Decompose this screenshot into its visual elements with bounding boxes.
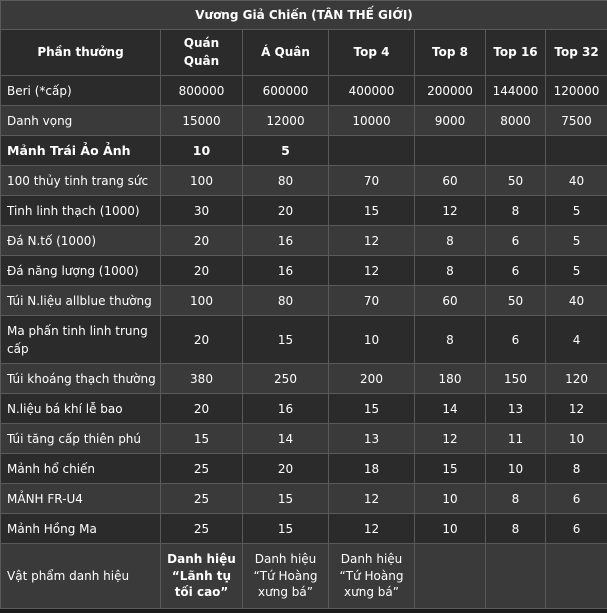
cell-a-quan: 16 (243, 394, 329, 424)
cell-top-32: 6 (546, 484, 607, 514)
row-label: MẢNH FR-U4 (1, 484, 161, 514)
header-quan-quan: Quán Quân (161, 30, 243, 76)
row-label: Beri (*cấp) (1, 76, 161, 106)
cell-quan-quan: 15 (161, 424, 243, 454)
cell-top-32: 12 (546, 394, 607, 424)
cell-top-32: 4 (546, 316, 607, 364)
cell-top-32 (546, 544, 607, 609)
cell-top-4: Danh hiệu “Tứ Hoàng xưng bá” (329, 544, 415, 609)
cell-top-4: 10000 (329, 106, 415, 136)
table-row (1, 286, 607, 316)
cell-top-4: 70 (329, 166, 415, 196)
table-row (1, 544, 607, 609)
cell-top-16: 6 (486, 316, 546, 364)
header-top-32: Top 32 (546, 30, 607, 76)
row-label: 100 thủy tinh trang sức (1, 166, 161, 196)
cell-quan-quan: 30 (161, 196, 243, 226)
cell-a-quan: 15 (243, 484, 329, 514)
row-label: Mảnh Hồng Ma (1, 514, 161, 544)
cell-top-16 (486, 544, 546, 609)
cell-top-32: 40 (546, 166, 607, 196)
cell-top-16: 13 (486, 394, 546, 424)
cell-a-quan: 15 (243, 514, 329, 544)
cell-quan-quan: 15000 (161, 106, 243, 136)
row-label: Túi khoáng thạch thường (1, 364, 161, 394)
cell-top-8: 180 (415, 364, 486, 394)
table-row (1, 76, 607, 106)
cell-quan-quan: 25 (161, 454, 243, 484)
cell-top-16: 6 (486, 256, 546, 286)
header-top-4: Top 4 (329, 30, 415, 76)
cell-quan-quan: 25 (161, 484, 243, 514)
cell-top-4: 12 (329, 484, 415, 514)
header-phan-thuong: Phần thưởng (1, 30, 161, 76)
cell-top-32: 7500 (546, 106, 607, 136)
row-label: Tinh linh thạch (1000) (1, 196, 161, 226)
cell-quan-quan: 25 (161, 514, 243, 544)
cell-a-quan: 16 (243, 256, 329, 286)
cell-top-8: 200000 (415, 76, 486, 106)
table-row (1, 256, 607, 286)
cell-top-8: 12 (415, 196, 486, 226)
cell-top-16: 8 (486, 196, 546, 226)
cell-top-16: 8 (486, 514, 546, 544)
header-a-quan: Á Quân (243, 30, 329, 76)
cell-top-16: 8000 (486, 106, 546, 136)
cell-top-16: 6 (486, 226, 546, 256)
cell-a-quan: 14 (243, 424, 329, 454)
cell-top-32: 5 (546, 226, 607, 256)
cell-top-8: 12 (415, 424, 486, 454)
cell-top-32: 5 (546, 196, 607, 226)
cell-top-4: 18 (329, 454, 415, 484)
table-row (1, 364, 607, 394)
cell-top-32: 6 (546, 514, 607, 544)
cell-quan-quan: Danh hiệu “Lãnh tụ tối cao” (161, 544, 243, 609)
cell-quan-quan: 20 (161, 316, 243, 364)
table-row (1, 226, 607, 256)
row-label: Túi N.liệu allblue thường (1, 286, 161, 316)
cell-top-4: 200 (329, 364, 415, 394)
row-label: Ma phấn tinh linh trung cấp (1, 316, 161, 364)
cell-a-quan: 12000 (243, 106, 329, 136)
cell-a-quan: 15 (243, 316, 329, 364)
cell-a-quan: 600000 (243, 76, 329, 106)
table-row (1, 106, 607, 136)
cell-top-4: 12 (329, 256, 415, 286)
cell-top-4: 13 (329, 424, 415, 454)
cell-top-8: 9000 (415, 106, 486, 136)
cell-top-32: 8 (546, 454, 607, 484)
cell-top-8 (415, 136, 486, 166)
row-label: Mảnh hổ chiến (1, 454, 161, 484)
cell-quan-quan: 20 (161, 226, 243, 256)
cell-top-4: 15 (329, 394, 415, 424)
row-label: Túi tăng cấp thiên phú (1, 424, 161, 454)
table-row (1, 394, 607, 424)
row-label: Đá N.tố (1000) (1, 226, 161, 256)
cell-top-4: 12 (329, 514, 415, 544)
cell-top-4: 15 (329, 196, 415, 226)
cell-a-quan: 16 (243, 226, 329, 256)
cell-top-32: 5 (546, 256, 607, 286)
cell-top-8: 10 (415, 484, 486, 514)
cell-a-quan: 250 (243, 364, 329, 394)
cell-a-quan: 80 (243, 286, 329, 316)
cell-top-4 (329, 136, 415, 166)
cell-a-quan: 20 (243, 454, 329, 484)
cell-top-32: 10 (546, 424, 607, 454)
cell-top-4: 12 (329, 226, 415, 256)
cell-top-32 (546, 136, 607, 166)
row-label: Vật phẩm danh hiệu (1, 544, 161, 609)
table-row (1, 454, 607, 484)
cell-a-quan: 80 (243, 166, 329, 196)
row-label: Đá năng lượng (1000) (1, 256, 161, 286)
cell-top-8: 60 (415, 286, 486, 316)
cell-quan-quan: 380 (161, 364, 243, 394)
cell-top-8: 8 (415, 256, 486, 286)
table-row (1, 424, 607, 454)
table-title: Vương Giả Chiến (TÂN THẾ GIỚI) (1, 1, 607, 30)
cell-quan-quan: 10 (161, 136, 243, 166)
cell-top-16: 50 (486, 286, 546, 316)
table-row (1, 166, 607, 196)
cell-top-16 (486, 136, 546, 166)
row-label: N.liệu bá khí lễ bao (1, 394, 161, 424)
cell-top-8: 60 (415, 166, 486, 196)
table-row (1, 196, 607, 226)
table-row (1, 514, 607, 544)
cell-quan-quan: 20 (161, 394, 243, 424)
row-label: Mảnh Trái Ảo Ảnh (1, 136, 161, 166)
table-row (1, 484, 607, 514)
header-top-8: Top 8 (415, 30, 486, 76)
row-label: Danh vọng (1, 106, 161, 136)
cell-top-16: 11 (486, 424, 546, 454)
cell-top-16: 144000 (486, 76, 546, 106)
cell-top-32: 40 (546, 286, 607, 316)
cell-quan-quan: 100 (161, 286, 243, 316)
cell-top-8: 8 (415, 316, 486, 364)
cell-a-quan: 20 (243, 196, 329, 226)
cell-top-16: 10 (486, 454, 546, 484)
cell-top-32: 120 (546, 364, 607, 394)
header-top-16: Top 16 (486, 30, 546, 76)
cell-top-4: 400000 (329, 76, 415, 106)
cell-top-8: 15 (415, 454, 486, 484)
cell-top-4: 10 (329, 316, 415, 364)
table-row (1, 316, 607, 364)
table-row (1, 136, 607, 166)
cell-quan-quan: 800000 (161, 76, 243, 106)
cell-a-quan: 5 (243, 136, 329, 166)
cell-top-8: 10 (415, 514, 486, 544)
cell-top-4: 70 (329, 286, 415, 316)
cell-top-16: 150 (486, 364, 546, 394)
cell-top-8 (415, 544, 486, 609)
cell-quan-quan: 100 (161, 166, 243, 196)
cell-top-32: 120000 (546, 76, 607, 106)
cell-top-16: 50 (486, 166, 546, 196)
cell-quan-quan: 20 (161, 256, 243, 286)
cell-a-quan: Danh hiệu “Tứ Hoàng xưng bá” (243, 544, 329, 609)
cell-top-8: 8 (415, 226, 486, 256)
cell-top-8: 14 (415, 394, 486, 424)
cell-top-16: 8 (486, 484, 546, 514)
